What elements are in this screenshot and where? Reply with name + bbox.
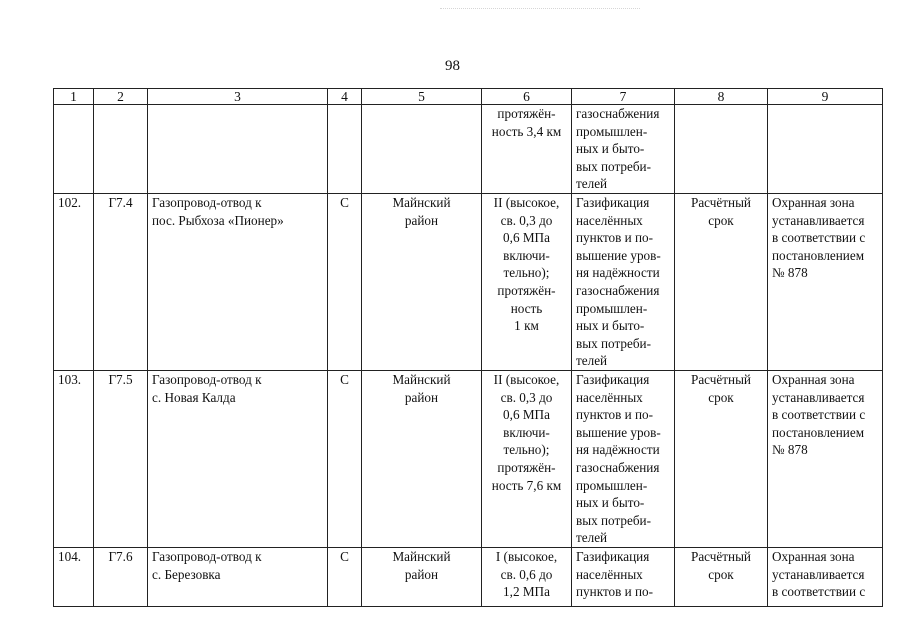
object-location: Майнский район [362, 371, 482, 548]
table-row [54, 194, 883, 371]
object-params: II (высокое, св. 0,3 до 0,6 МПа включи- тельно); протяжён- ность 1 км [482, 194, 572, 371]
object-code: Г7.5 [94, 371, 148, 548]
object-term: Расчётный срок [675, 371, 768, 548]
object-name: Газопровод-отвод к пос. Рыбхоза «Пионер» [148, 194, 328, 371]
object-zone: Охранная зона устанавливается в соответствии с постановлением № 878 [768, 371, 883, 548]
column-header: 7 [572, 89, 675, 105]
column-header: 5 [362, 89, 482, 105]
column-header: 1 [54, 89, 94, 105]
column-header: 3 [148, 89, 328, 105]
object-status: С [328, 548, 362, 607]
page-number: 98 [445, 58, 460, 74]
object-zone: Охранная зона устанавливается в соответствии с постановлением № 878 [768, 194, 883, 371]
object-params: протяжён- ность 3,4 км [482, 105, 572, 194]
column-header: 9 [768, 89, 883, 105]
object-zone: Охранная зона устанавливается в соответствии с [768, 548, 883, 607]
object-name: Газопровод-отвод к с. Березовка [148, 548, 328, 607]
object-code [94, 105, 148, 194]
object-code: Г7.6 [94, 548, 148, 607]
object-purpose: Газификация населённых пунктов и по- вышение уров- ня надёжности газоснабжения промышлен- ных и быто- вых потреби- телей [572, 371, 675, 548]
object-term [675, 105, 768, 194]
row-number [54, 105, 94, 194]
row-number: 104. [54, 548, 94, 607]
object-term: Расчётный срок [675, 194, 768, 371]
object-status: С [328, 371, 362, 548]
scan-artifact [440, 8, 640, 11]
object-term: Расчётный срок [675, 548, 768, 607]
object-zone [768, 105, 883, 194]
column-header: 8 [675, 89, 768, 105]
object-params: I (высокое, св. 0,6 до 1,2 МПа [482, 548, 572, 607]
object-purpose: Газификация населённых пунктов и по- вышение уров- ня надёжности газоснабжения промышлен- ных и быто- вых потреби- телей [572, 194, 675, 371]
object-status: С [328, 194, 362, 371]
row-number: 103. [54, 371, 94, 548]
row-number: 102. [54, 194, 94, 371]
object-purpose: Газификация населённых пунктов и по- [572, 548, 675, 607]
object-name [148, 105, 328, 194]
object-name: Газопровод-отвод к с. Новая Калда [148, 371, 328, 548]
document-table [53, 88, 883, 607]
table-header-row [54, 89, 883, 105]
column-header: 2 [94, 89, 148, 105]
object-location [362, 105, 482, 194]
object-purpose: газоснабжения промышлен- ных и быто- вых потреби- телей [572, 105, 675, 194]
column-header: 6 [482, 89, 572, 105]
table-row [54, 548, 883, 607]
object-location: Майнский район [362, 194, 482, 371]
object-params: II (высокое, св. 0,3 до 0,6 МПа включи- тельно); протяжён- ность 7,6 км [482, 371, 572, 548]
table-row [54, 371, 883, 548]
object-status [328, 105, 362, 194]
object-location: Майнский район [362, 548, 482, 607]
table-row [54, 105, 883, 194]
object-code: Г7.4 [94, 194, 148, 371]
column-header: 4 [328, 89, 362, 105]
